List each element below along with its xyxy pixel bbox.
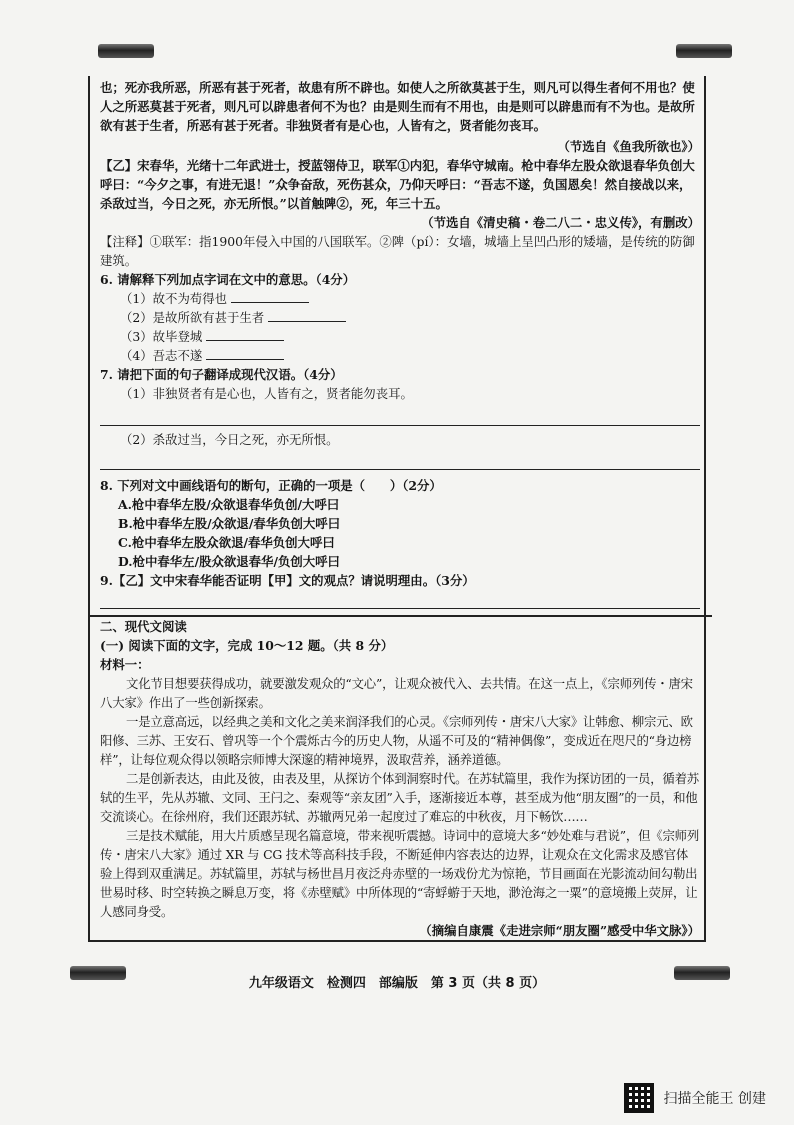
question-6-item-3: （3）故毕登城 <box>100 327 700 346</box>
exam-page <box>100 78 700 940</box>
material-paragraph: 二是创新表达，由此及彼，由表及里，从探访个体到洞察时代。在苏轼篇里，我作为探访团的一员，循着苏轼的生平，先从苏辙、文同、王闩之、秦观等“亲友团”入手，逐渐接近本尊，甚至成为他“朋友圈”的一员，和他交流谈心。在徐州府，我们还跟苏轼、苏辙两兄弟一起度过了难忘的中秋夜，月下畅饮…… <box>100 771 699 824</box>
answer-line[interactable] <box>100 413 700 426</box>
section-2-title: 二、现代文阅读 <box>100 619 187 634</box>
answer-blank[interactable] <box>206 328 284 341</box>
question-6-stem: 6. 请解释下列加点字词在文中的意思。（4分） <box>100 272 356 287</box>
question-7-stem: 7. 请把下面的句子翻译成现代汉语。（4分） <box>100 367 343 382</box>
question-8-option-a[interactable]: A.枪中春华左股/众欲退春华负创/大呼曰 <box>118 497 340 512</box>
source-b: （节选自《清史稿・卷二八二・忠义传》，有删改） <box>421 215 700 230</box>
question-8-option-b[interactable]: B.枪中春华左股/众欲退/春华负创大呼曰 <box>118 516 341 531</box>
source-a: （节选自《鱼我所欲也》） <box>557 139 700 154</box>
answer-blank[interactable] <box>268 309 346 322</box>
material-paragraph: 文化节目想要获得成功，就要激发观众的“文心”，让观众被代入、去共情。在这一点上，《宗师列传・唐宋八大家》作出了一些创新探索。 <box>100 676 693 710</box>
annotation-note: 【注释】①联军：指1900年侵入中国的八国联军。②陴（pí）：女墙，城墙上呈凹凸形的矮墙，是传统的防御建筑。 <box>100 234 695 268</box>
registration-mark-top-left <box>98 44 154 58</box>
question-6-item-4: （4）吾志不遂 <box>100 346 700 365</box>
answer-line[interactable] <box>100 596 700 609</box>
passage-b: 【乙】宋春华，光绪十二年武进士，授蓝翎侍卫，联军①内犯，春华守城南。枪中春华左股众欲退春华负创大呼曰：“今夕之事，有进无退！”众争奋敌，死伤甚众，乃仰天呼曰：“吾志不遂，负国恩矣！然自接战以来，杀敌过当，今日之死，亦无所恨。”以首触陴②，死，年三十五。 <box>100 158 695 211</box>
material-paragraph: 一是立意高远，以经典之美和文化之美来润泽我们的心灵。《宗师列传・唐宋八大家》让韩愈、柳宗元、欧阳修、三苏、王安石、曾巩等一个个震烁古今的历史人物，从遥不可及的“精神偶像”，变成近在咫尺的“身边榜样”，让每位观众得以领略宗师博大深邃的精神境界，汲取营养，涵养道德。 <box>100 714 693 767</box>
question-8-option-c[interactable]: C.枪中春华左股众欲退/春华负创大呼曰 <box>118 535 335 550</box>
question-7-item-2: （2）杀敌过当，今日之死，亦无所恨。 <box>120 432 339 447</box>
registration-mark-top-right <box>676 44 732 58</box>
question-6-item-1: （1）故不为苟得也 <box>100 289 700 308</box>
answer-blank[interactable] <box>231 290 309 303</box>
section-2-subtitle: (一) 阅读下面的文字，完成 10～12 题。（共 8 分） <box>100 638 394 653</box>
question-8-option-d[interactable]: D.枪中春华左/股众欲退春华/负创大呼曰 <box>118 554 340 569</box>
material-source: （摘编自康震《走进宗师“朋友圈”感受中华文脉》） <box>419 923 700 938</box>
question-8-stem: 8. 下列对文中画线语句的断句，正确的一项是（ ）（2分） <box>100 478 442 493</box>
answer-blank[interactable] <box>206 347 284 360</box>
material-paragraph: 三是技术赋能，用大片质感呈现名篇意境，带来视听震撼。诗词中的意境大多“妙处难与君说”，但《宗师列传・唐宋八大家》通过 XR 与 CG 技术等高科技手段，不断延伸内容表达的边界，让观众在文化需求及感官体验上得到双重满足。苏轼篇里，苏轼与杨世昌月夜泛舟赤壁的一场戏份尤为惊艳，节目画面在光影流动间勾勒出世易时移、时空转换之瞬息万变，将《赤壁赋》中所体现的“寄蜉蝣于天地，渺沧海之一粟”的意境搬上荧屏，让人感同身受。 <box>100 828 700 919</box>
page-footer: 九年级语文 检测四 部编版 第 3 页（共 8 页） <box>248 976 546 991</box>
answer-line[interactable] <box>100 457 700 470</box>
material-label: 材料一： <box>100 657 150 672</box>
qr-code-icon <box>624 1083 654 1113</box>
scanner-watermark <box>624 1083 766 1113</box>
question-9-stem: 9.【乙】文中宋春华能否证明【甲】文的观点？请说明理由。（3分） <box>100 573 475 588</box>
watermark-text: 扫描全能王 创建 <box>663 1091 766 1107</box>
question-7-item-1: （1）非独贤者有是心也，人皆有之，贤者能勿丧耳。 <box>120 386 413 401</box>
passage-a-tail: 也；死亦我所恶，所恶有甚于死者，故患有所不辟也。如使人之所欲莫甚于生，则凡可以得生者何不用也？使人之所恶莫甚于死者，则凡可以辟患者何不为也？由是则生而有不用也，由是则可以辟患而有不为也。是故所欲有甚于生者，所恶有甚于死者。非独贤者有是心也，人皆有之，贤者能勿丧耳。 <box>100 80 695 133</box>
question-6-item-2: （2）是故所欲有甚于生者 <box>100 308 700 327</box>
